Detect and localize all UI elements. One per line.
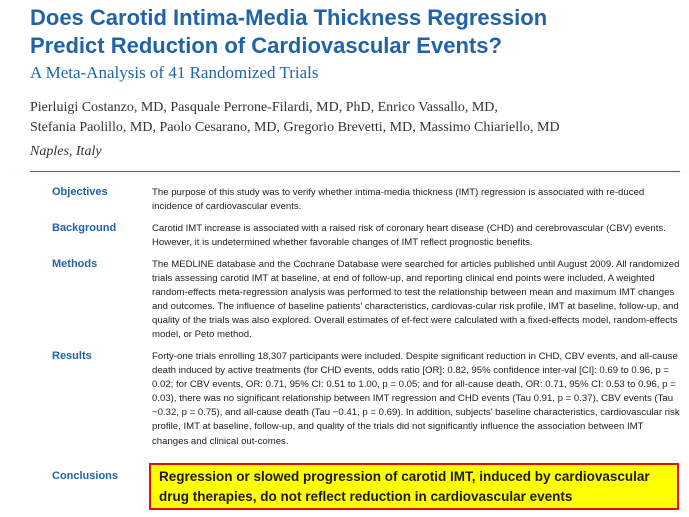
methods-label: Methods xyxy=(52,258,98,270)
paper-subtitle: A Meta-Analysis of 41 Randomized Trials xyxy=(30,63,319,82)
results-section xyxy=(52,350,682,462)
author-list xyxy=(30,98,680,138)
conclusions-label: Conclusions xyxy=(52,470,119,482)
objectives-section xyxy=(52,186,682,216)
objectives-label: Objectives xyxy=(52,186,108,198)
author-line-2: Stefania Paolillo, MD, Paolo Cesarano, MD, Gregorio Brevetti, MD, Massimo Chiariello, MD xyxy=(30,120,560,135)
methods-text: The MEDLINE database and the Cochrane Database were searched for articles published until August 2009. All randomized trials assessing carotid IMT at baseline, at end of follow-up, and reporting clinical end points were included. A weighted random-effects meta-regression analysis was performed to test the relationship between mean and maximum IMT changes and outcomes. The influence of baseline patients' characteristics, cardiovas-cular risk profile, IMT at baseline, follow-up, and quality of the trials was also explored. Overall estimates of ef-fect were calculated with a fixed-effects model, random-effects model, or Peto method. xyxy=(152,259,680,341)
background-section xyxy=(52,222,682,252)
paper-title-line1: Does Carotid Intima-Media Thickness Regression xyxy=(30,5,548,30)
objectives-text: The purpose of this study was to verify whether intima-media thickness (IMT) regression is associated with re-duced incidence of cardiovascular events. xyxy=(152,187,645,213)
background-label: Background xyxy=(52,222,117,234)
methods-section xyxy=(52,258,682,344)
paper-title-line2: Predict Reduction of Cardiovascular Events? xyxy=(30,33,502,58)
results-text: Forty-one trials enrolling 18,307 participants were included. Despite significant reduction in CHD, CBV events, and all-cause death induced by active treatments (for CHD events, odds ratio [OR]: 0.82, 95% confidence inter-val [CI]: 0.69 to 0.96, p = 0.02; for CBV events, OR: 0.71, 95% CI: 0.51 to 1.00, p = 0.05; and for all-cause death, OR: 0.71, 95% CI: 0.53 to 0.96, p = 0.03), there was no significant relationship between IMT regression and CHD events (Tau 0.91, p = 0.37), CBV events (Tau −0.32, p = 0.75), and all-cause death (Tau −0.41, p = 0.69). In addition, subjects' baseline characteristics, cardiovascular risk profile, IMT at baseline, follow-up, and quality of the trials did not significantly influence the association between IMT changes and clinical out-comes. xyxy=(152,351,680,447)
author-line-1: Pierluigi Costanzo, MD, Pasquale Perrone-Filardi, MD, PhD, Enrico Vassallo, MD, xyxy=(30,100,498,115)
conclusions-highlight: Regression or slowed progression of carotid IMT, induced by cardiovascular drug therapies, do not reflect reduction in cardiovascular events xyxy=(149,463,679,510)
results-label: Results xyxy=(52,350,92,362)
background-text: Carotid IMT increase is associated with a raised risk of coronary heart disease (CHD) and cerebrovascular (CBV) events. However, it is undetermined whether favorable changes of IMT reflect prognostic benefits. xyxy=(152,223,666,249)
author-location: Naples, Italy xyxy=(30,144,102,159)
header-divider xyxy=(30,171,680,172)
paper-title xyxy=(30,4,680,60)
